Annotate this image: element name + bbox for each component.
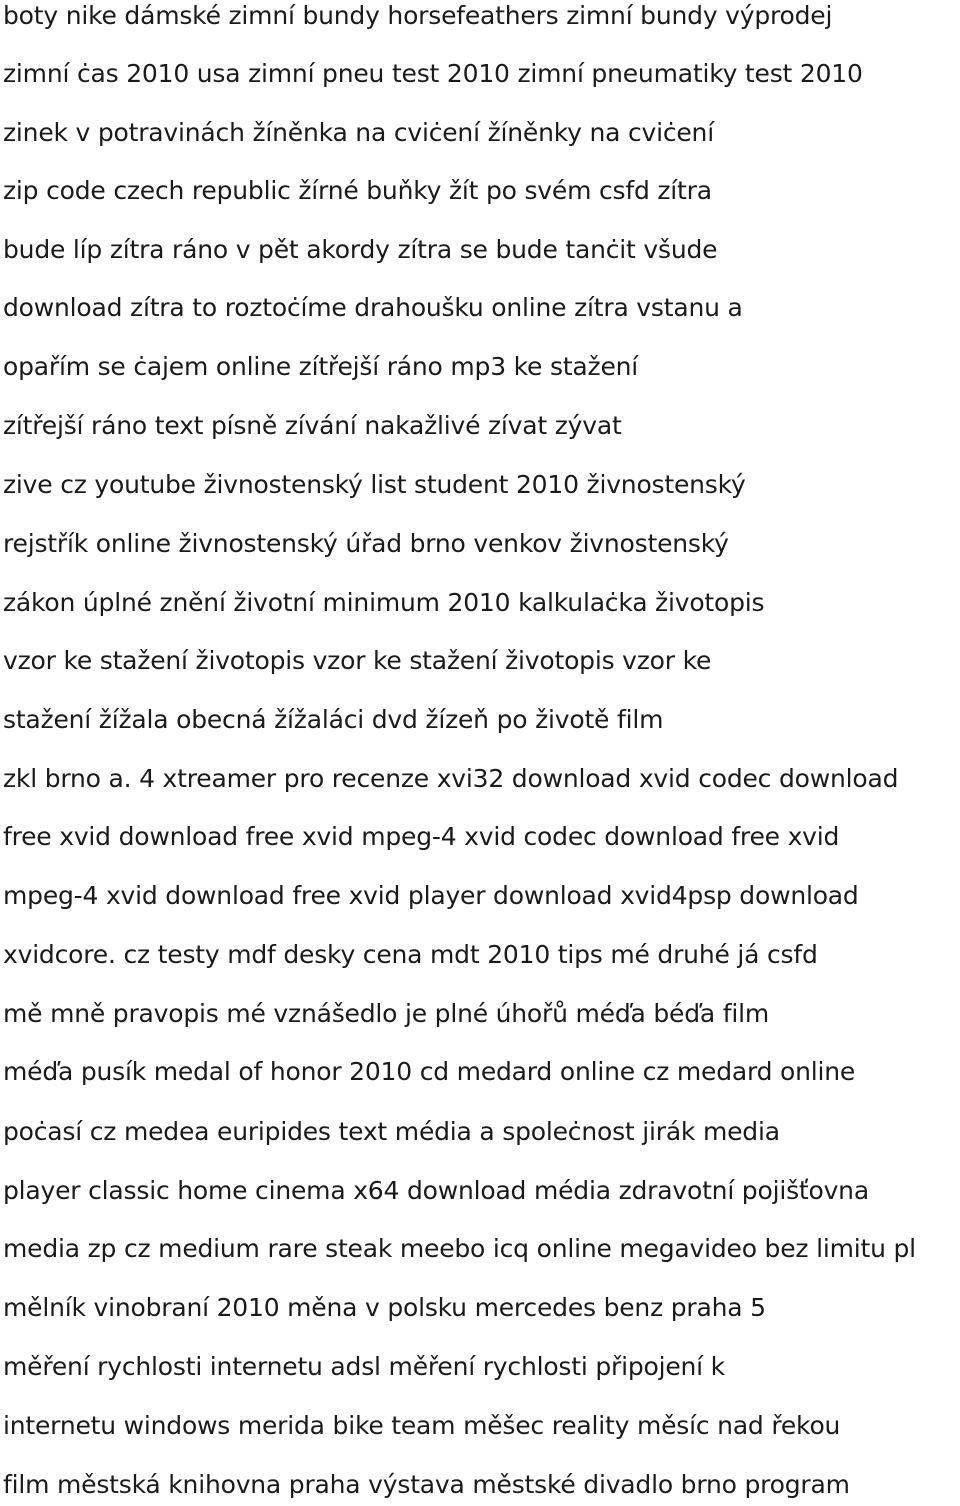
text-line: zkl brno a. 4 xtreamer pro recenze xvi32 download xvid codec download	[3, 764, 899, 793]
text-line: zive cz youtube živnostenský list student 2010 živnostenský	[3, 470, 746, 499]
text-line: zinek v potravinách žíněnka na cviċení žíněnky na cviċení	[3, 118, 714, 147]
text-line: xvidcore. cz testy mdf desky cena mdt 2010 tips mé druhé já csfd	[3, 940, 818, 969]
text-line: mělník vinobraní 2010 měna v polsku mercedes benz praha 5	[3, 1293, 766, 1322]
text-line: film městská knihovna praha výstava městské divadlo brno program	[3, 1470, 850, 1499]
text-line: stažení žížala obecná žížaláci dvd žízeň po životě film	[3, 705, 664, 734]
text-line: měření rychlosti internetu adsl měření rychlosti připojení k	[3, 1352, 725, 1381]
text-line: zimní ċas 2010 usa zimní pneu test 2010 zimní pneumatiky test 2010	[3, 59, 863, 88]
text-line: mpeg-4 xvid download free xvid player download xvid4psp download	[3, 881, 859, 910]
text-line: boty nike dámské zimní bundy horsefeathers zimní bundy výprodej	[3, 1, 833, 30]
text-line: internetu windows merida bike team měšec reality měsíc nad řekou	[3, 1411, 841, 1440]
text-line: download zítra to roztoċíme drahoušku online zítra vstanu a	[3, 293, 743, 322]
text-line: zákon úplné znění životní minimum 2010 kalkulaċka životopis	[3, 588, 765, 617]
text-line: zítřejší ráno text písně zívání nakažlivé zívat zývat	[3, 411, 622, 440]
text-line: bude líp zítra ráno v pět akordy zítra se bude tanċit všude	[3, 235, 718, 264]
text-line: poċasí cz medea euripides text média a spoleċnost jirák media	[3, 1117, 780, 1146]
text-line: media zp cz medium rare steak meebo icq online megavideo bez limitu pl	[3, 1234, 916, 1263]
text-line: méďa pusík medal of honor 2010 cd medard online cz medard online	[3, 1057, 856, 1086]
text-line: mě mně pravopis mé vznášedlo je plné úhořů méďa béďa film	[3, 999, 769, 1028]
text-line: free xvid download free xvid mpeg-4 xvid codec download free xvid	[3, 822, 840, 851]
text-line: zip code czech republic žírné buňky žít po svém csfd zítra	[3, 176, 712, 205]
text-line: vzor ke stažení životopis vzor ke stažení životopis vzor ke	[3, 646, 712, 675]
text-line: rejstřík online živnostenský úřad brno venkov živnostenský	[3, 529, 729, 558]
text-line: opařím se ċajem online zítřejší ráno mp3 ke stažení	[3, 352, 639, 381]
text-line: player classic home cinema x64 download média zdravotní pojišťovna	[3, 1176, 869, 1205]
